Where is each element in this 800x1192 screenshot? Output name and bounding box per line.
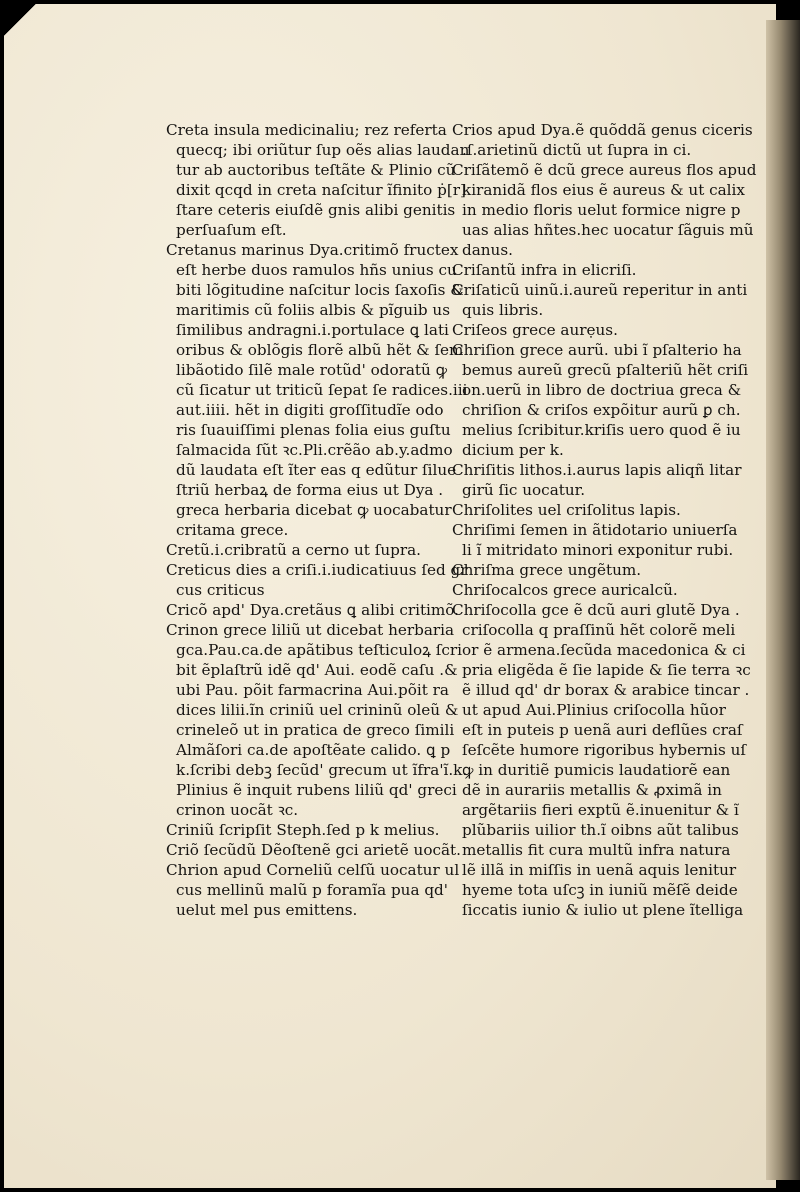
text-line: critama grece. <box>176 521 289 539</box>
text-line: Criſeos grece aurẹus. <box>452 321 618 339</box>
page-corner-shadow <box>0 0 40 60</box>
text-line: Criſantũ infra in elicriſi. <box>452 261 637 279</box>
text-line: oribus & oblõgis florẽ albũ hẽt & ſem <box>176 341 464 359</box>
text-line: dicium per k. <box>462 441 564 459</box>
dictionary-entry <box>166 860 460 920</box>
text-line: Chrion apud Corneliũ celſũ uocatur ul <box>166 861 460 879</box>
dictionary-entry <box>166 840 461 860</box>
text-line: eſt in puteis p uenã auri deflũes craſ <box>462 721 743 739</box>
text-line: ſeſcẽte humore rigoribus hybernis uſ <box>462 741 747 759</box>
text-line: crineleõ ut in pratica de greco ſimili <box>176 721 455 739</box>
left-column <box>166 120 470 920</box>
text-line: or ẽ armena.ſecũda macedonica & ci <box>462 641 746 659</box>
text-line: Chriſimi ſemen in ãtidotario uniuerſa <box>452 521 738 539</box>
text-line: pria eligẽda ẽ ſie lapide & ſie terra ꝛc <box>462 661 751 679</box>
text-line: dices lilii.ĩn criniũ uel crininũ oleũ & <box>176 701 459 719</box>
text-line: Criſãtemõ ẽ dcũ grece aureus flos apud <box>452 161 757 179</box>
dictionary-entry <box>452 260 714 280</box>
dictionary-entry <box>166 540 436 560</box>
text-line: ut apud Aui.Plinius criſocolla hũor <box>462 701 726 719</box>
dictionary-entry <box>452 600 751 920</box>
text-line: bit ẽplaſtrũ idẽ qd' Aui. eodẽ caſu .& <box>176 661 458 679</box>
dictionary-entry <box>452 160 757 260</box>
text-line: bemus aureũ grecũ pſalteriũ hẽt criſi <box>462 361 749 379</box>
dictionary-entry <box>166 620 468 820</box>
text-line: lẽ illã in miſſis in uenã aquis lenitur <box>462 861 737 879</box>
dictionary-entry <box>166 600 460 620</box>
text-line: in medio floris uelut formice nigre p <box>462 201 741 219</box>
text-line: Creticus dies a criſi.i.iudicatiuus ſed gr <box>166 561 468 579</box>
text-line: quis libris. <box>462 301 544 319</box>
text-line: Criniũ ſcripſit Steph.ſed p k melius. <box>166 821 440 839</box>
text-line: Chriſion grece aurũ. ubi ĩ pſalterio ha <box>452 341 742 359</box>
dictionary-entry <box>166 240 468 540</box>
text-line: hyeme tota uſcꝫ in iuniũ mẽſẽ deide <box>462 881 738 899</box>
text-line: ſtare ceteris eiuſdẽ gnis alibi genitis <box>176 201 456 219</box>
dictionary-entry <box>452 500 714 520</box>
dictionary-entry <box>452 460 742 500</box>
text-line: eſt herbe duos ramulos hñs unius cu <box>176 261 457 279</box>
text-line: uelut mel pus emittens. <box>176 901 358 919</box>
dictionary-entry <box>166 820 440 840</box>
dictionary-entry <box>452 120 753 160</box>
text-line: argẽtariis fieri exptũ ẽ.inuenitur & ĩ <box>462 801 739 819</box>
text-line: cus criticus <box>176 581 265 599</box>
text-line: uas alias hñtes.hec uocatur ſãguis mũ <box>462 221 754 239</box>
dictionary-entry <box>452 560 714 580</box>
text-line: ſalmacida ſũt ꝛc.Pli.crẽão ab.y.admo <box>176 441 453 459</box>
text-line: Criſaticũ uinũ.i.aureũ reperitur in anti <box>452 281 748 299</box>
dictionary-entry <box>166 120 470 240</box>
text-line: greca herbaria dicebat ꝙ uocabatur <box>176 501 452 519</box>
text-line: Cricõ apd' Dya.cretãus ꝗ alibi critimõ. <box>166 601 460 619</box>
text-line: metallis fit cura multũ infra natura <box>462 841 731 859</box>
text-line: .ſ.arietinũ dictũ ut ſupra in ci. <box>462 141 692 159</box>
text-line: ſtriũ herbaꝝ de forma eius ut Dya . <box>176 481 444 499</box>
text-line: Cretanus marinus Dya.critimõ fructex <box>166 241 459 259</box>
text-line: girũ ſic uocatur. <box>462 481 586 499</box>
dictionary-entry <box>452 320 714 340</box>
text-line: li ĩ mitridato minori exponitur rubi. <box>462 541 734 559</box>
text-line: Crinon grece liliũ ut dicebat herbaria <box>166 621 455 639</box>
text-line: kiranidã flos eius ẽ aureus & ut calix <box>462 181 745 199</box>
text-line: ꝙ in duritiẽ pumicis laudatiorẽ ean <box>462 761 731 779</box>
dictionary-entry <box>452 580 714 600</box>
text-line: ubi Pau. põit farmacrina Aui.põit ra <box>176 681 449 699</box>
text-line: perſuaſum eſt. <box>176 221 287 239</box>
dictionary-entry <box>452 520 738 560</box>
text-line: quecq; ibi oriũtur ſup oẽs alias laudan <box>176 141 470 159</box>
text-line: gca.Pau.ca.de apãtibus teſticuloꝝ ſcri <box>176 641 462 659</box>
text-line: Chriſolites uel criſolitus lapis. <box>452 501 681 519</box>
dictionary-entry <box>166 560 468 600</box>
text-line: biti lõgitudine naſcitur locis ſaxoſis & <box>176 281 464 299</box>
text-line: Crios apud Dya.ẽ quõddã genus ciceris <box>452 121 753 139</box>
text-line: Chriſocolla gce ẽ dcũ auri glutẽ Dya . <box>452 601 740 619</box>
dictionary-entry <box>452 280 748 320</box>
text-line: dixit qcqd in creta naſcitur ĩfinito ṗ[r] <box>176 181 466 199</box>
text-line: aut.iiii. hẽt in digiti groſſitudĩe odo <box>176 401 444 419</box>
text-line: Chriſocalcos grece auricalcũ. <box>452 581 678 599</box>
text-line: dẽ in aurariis metallis & ꝓximã in <box>462 781 722 799</box>
text-line: chriſion & criſos expõitur aurũ ꝑ ch. <box>462 401 741 419</box>
text-line: plũbariis uilior th.ĩ oibns aũt talibus <box>462 821 739 839</box>
text-line: dũ laudata eſt ĩter eas q edũtur ſilue <box>176 461 457 479</box>
text-line: Chriſitis lithos.i.aurus lapis aliqñ litar <box>452 461 742 479</box>
right-column <box>452 120 757 920</box>
text-line: cus mellinũ malũ p foramĩa pua qd' <box>176 881 448 899</box>
text-line: Cretũ.i.cribratũ a cerno ut ſupra. <box>166 541 422 559</box>
text-line: cũ ſicatur ut triticũ ſepat ſe radices.iii <box>176 381 468 399</box>
text-line: ſimilibus andragni.i.portulace ꝗ lati <box>176 321 449 339</box>
text-line: Creta insula medicinaliu; rez referta <box>166 121 447 139</box>
text-line: crinon uocãt ꝛc. <box>176 801 299 819</box>
page-gutter <box>766 20 800 1180</box>
text-line: on.uerũ in libro de doctriua greca & <box>462 381 742 399</box>
text-line: ẽ illud qd' dr borax & arabice tincar . <box>462 681 750 699</box>
dictionary-entry <box>452 340 749 460</box>
text-line: k.ſcribi debꝫ ſecũd' grecum ut ĩfra'ĩ.k. <box>176 761 468 779</box>
text-line: libãotido ſilẽ male rotũd' odoratũ ꝙ <box>176 361 448 379</box>
text-line: Criõ ſecũdũ Dẽoſtenẽ gci arietẽ uocãt. <box>166 841 461 859</box>
text-line: Plinius ẽ inquit rubens liliũ qd' greci <box>176 781 457 799</box>
text-line: danus. <box>462 241 513 259</box>
text-line: criſocolla q praſſinũ hẽt colorẽ meli <box>462 621 736 639</box>
text-line: maritimis cũ foliis albis & pĩguib us <box>176 301 451 319</box>
text-line: ſiccatis iunio & iulio ut plene ĩtelliga <box>462 901 744 919</box>
text-line: melius ſcribitur.kriſis uero quod ẽ iu <box>462 421 741 439</box>
text-line: Chriſma grece ungẽtum. <box>452 561 642 579</box>
text-line: ris ſuauiſſimi plenas folia eius guſtu <box>176 421 451 439</box>
text-line: tur ab auctoribus teſtãte & Plinio cũ <box>176 161 456 179</box>
text-line: Almãſori ca.de apoſtẽate calido. ꝗ p <box>176 741 451 759</box>
